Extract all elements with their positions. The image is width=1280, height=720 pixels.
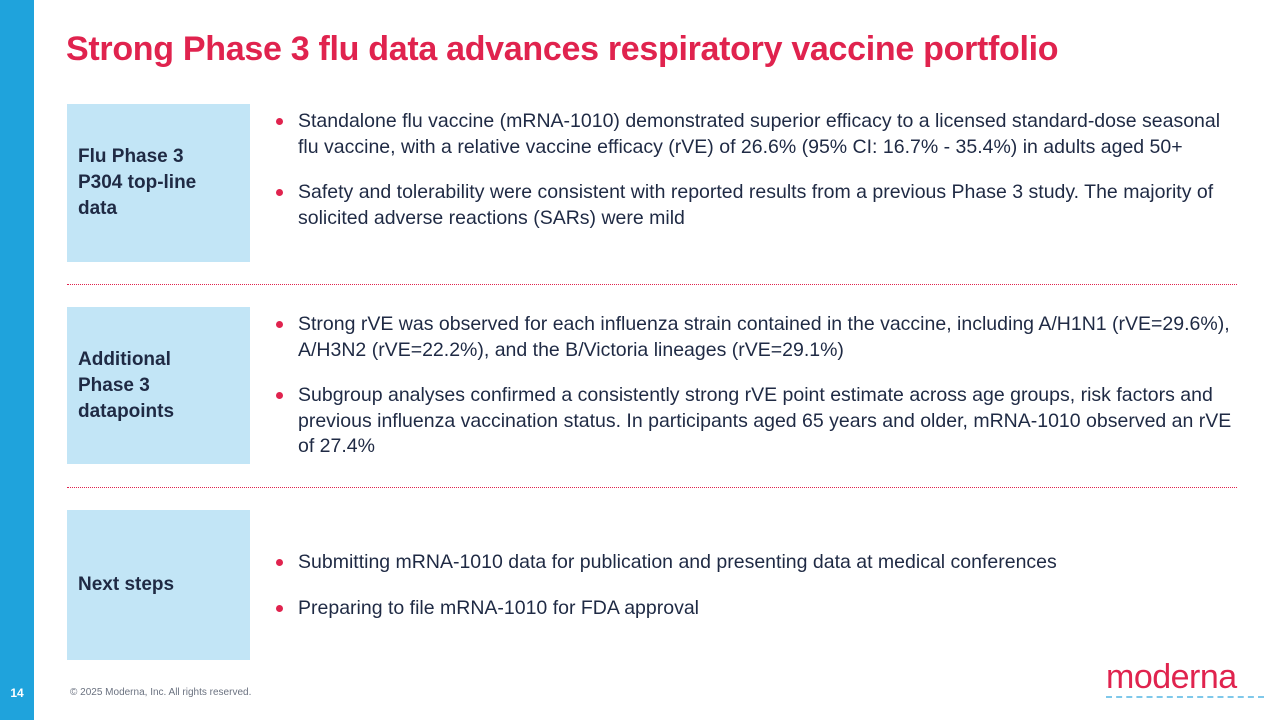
bullet-item: Standalone flu vaccine (mRNA-1010) demonstrated superior efficacy to a licensed standard-dose seasonal flu vaccine, with a relative vaccine efficacy (rVE) of 26.6% (95% CI: 16.7% - 35.4%) in adults aged 50+ (272, 109, 1232, 160)
bullet-item: Preparing to file mRNA-1010 for FDA approval (272, 596, 1232, 622)
slide-title: Strong Phase 3 flu data advances respiratory vaccine portfolio (66, 30, 1059, 68)
bullet-item: Submitting mRNA-1010 data for publication and presenting data at medical conferences (272, 550, 1232, 576)
section-label: Additional Phase 3 datapoints (78, 348, 175, 422)
page-number: 14 (10, 686, 24, 700)
bullet-item: Strong rVE was observed for each influenza strain contained in the vaccine, including A/H1N1 (rVE=29.6%), A/H3N2 (rVE=22.2%), and the B/Victoria lineages (rVE=29.1%) (272, 312, 1232, 363)
bullet-list-next-steps (272, 550, 1232, 621)
copyright-notice: © 2025 Moderna, Inc. All rights reserved. (70, 687, 252, 698)
logo-wordmark: moderna (1106, 658, 1237, 696)
section-label-box-flu-phase3 (67, 104, 250, 262)
moderna-logo (1106, 660, 1266, 698)
bullet-list-additional (272, 312, 1232, 460)
section-label: Flu Phase 3 P304 top-line data (78, 146, 197, 219)
bullet-item: Safety and tolerability were consistent with reported results from a previous Phase 3 study. The majority of solicited adverse reactions (SARs) were mild (272, 180, 1232, 231)
section-divider (67, 487, 1237, 488)
section-label-box-additional (67, 307, 250, 464)
section-label-box-next-steps (67, 510, 250, 660)
logo-underline (1106, 696, 1264, 698)
sidebar (0, 0, 34, 720)
section-label: Next steps (78, 574, 175, 595)
bullet-list-flu-phase3 (272, 109, 1232, 231)
bullet-item: Subgroup analyses confirmed a consistently strong rVE point estimate across age groups, risk factors and previous influenza vaccination status. In participants aged 65 years and older, mRNA-1010 observed an rVE of 27.4% (272, 383, 1232, 460)
section-divider (67, 284, 1237, 285)
